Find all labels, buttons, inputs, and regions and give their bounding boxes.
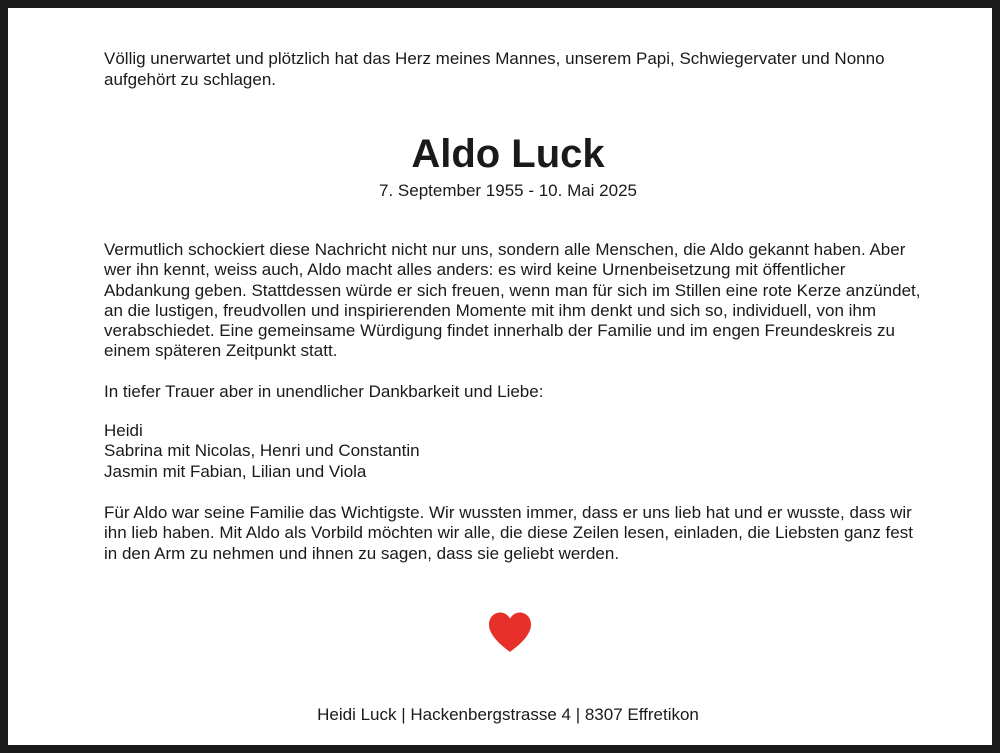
intro-text: Völlig unerwartet und plötzlich hat das Herz meines Mannes, unserem Papi, Schwiegervater und Nonno aufgehört zu schlagen. (104, 49, 885, 89)
family-member: Sabrina mit Nicolas, Henri und Constantin (104, 441, 420, 461)
body-paragraph-2: Für Aldo war seine Familie das Wichtigste. Wir wussten immer, dass er uns lieb hat und er wusste, dass wir ihn lieb haben. Mit Aldo als Vorbild möchten wir alle, die diese Zeilen lesen, einladen, die Liebsten ganz fest in den Arm zu nehmen und ihnen zu sagen, dass sie geliebt werden. (104, 503, 913, 563)
family-list (104, 421, 924, 482)
heart-icon (487, 611, 533, 653)
footer-address: Heidi Luck | Hackenbergstrasse 4 | 8307 Effretikon (317, 705, 699, 724)
family-member: Jasmin mit Fabian, Lilian und Viola (104, 461, 367, 481)
family-member: Heidi (104, 421, 143, 440)
body-paragraph-1: Vermutlich schockiert diese Nachricht nicht nur uns, sondern alle Menschen, die Aldo gekannt haben. Aber wer ihn kennt, weiss auch, Aldo macht alles anders: es wird keine Urnenbeisetzung mit öffentlicher Abdankung geben. Stattdessen würde er sich freuen, wenn man für sich im Stillen eine rote Kerze anzündet, an die lustigen, freudvollen und inspirierenden Momente mit ihm denkt und sich so, individuell, von ihm verabschiedet. Eine gemeinsame Würdigung findet innerhalb der Familie und im engen Freundeskreis zu einem späteren Zeitpunkt statt. (104, 240, 921, 361)
deceased-name: Aldo Luck (411, 132, 605, 176)
life-dates: 7. September 1955 - 10. Mai 2025 (379, 181, 637, 200)
sign-off-text: In tiefer Trauer aber in unendlicher Dankbarkeit und Liebe: (104, 382, 544, 401)
